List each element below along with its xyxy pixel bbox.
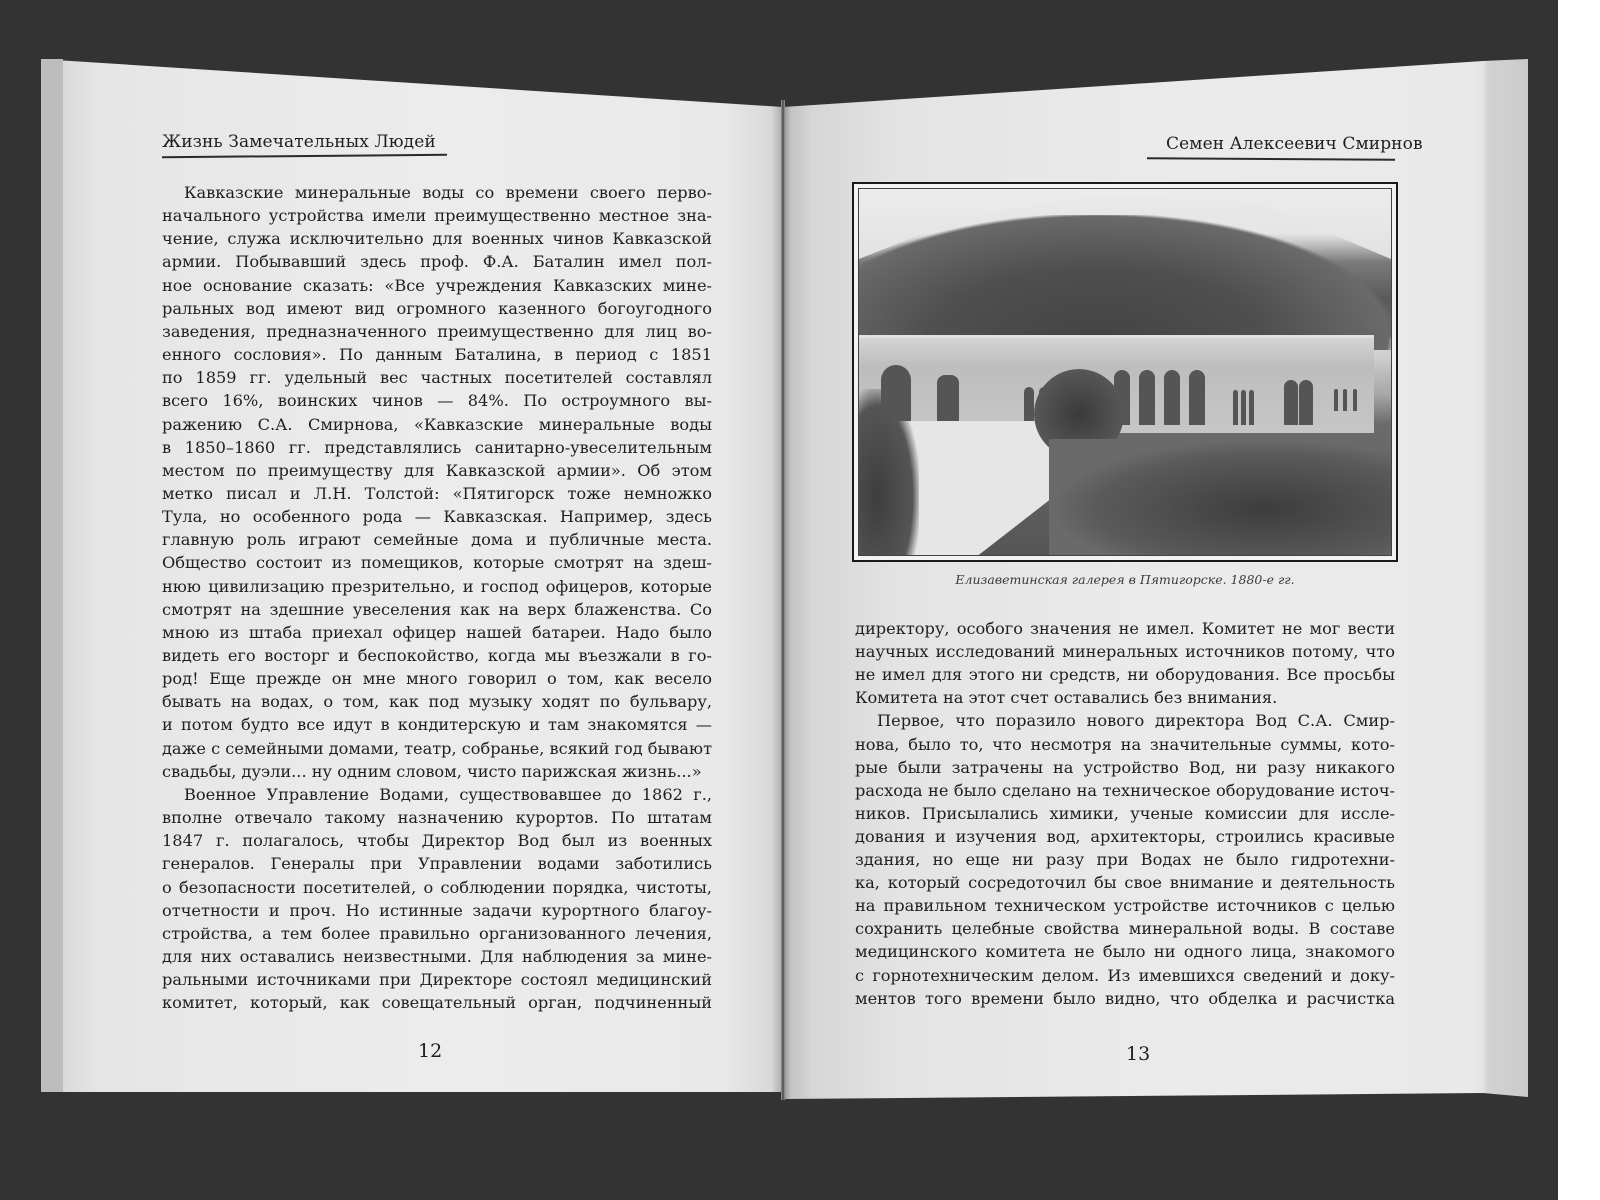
window-shape <box>1249 390 1254 425</box>
text-line: всего 16%, воинских чинов — 84%. По остроумного вы- <box>162 391 712 411</box>
text-line: метко писал и Л.Н. Толстой: «Пятигорск тоже немножко <box>162 483 712 503</box>
window-shape <box>1334 389 1338 411</box>
text-line: дования и изучения вод, архитекторы, строились красивые <box>855 826 1395 846</box>
text-line: Общество состоит из помещиков, которые смотрят на здеш- <box>162 553 712 573</box>
arch-shape <box>1164 370 1180 425</box>
text-line: о безопасности посетителей, о соблюдении порядка, чистоты, <box>162 877 712 897</box>
text-line: для них оставались неизвестными. Для наблюдения за мине- <box>162 946 712 966</box>
text-line: нюю цивилизацию презрительно, и господ офицеров, которые <box>162 576 712 596</box>
text-line: ное основание сказать: «Все учреждения Кавказских мине- <box>162 275 712 295</box>
trees-right <box>1049 439 1392 556</box>
text-line: на правильном техническом устройстве источников с целью <box>855 896 1395 916</box>
text-line: Тула, но особенного рода — Кавказская. Например, здесь <box>162 507 712 527</box>
trees-left <box>859 389 919 556</box>
text-line: видеть его восторг и беспокойство, когда мы въезжали в го- <box>162 646 712 665</box>
text-line: ментов того времени было видно, что обделка и расчистка <box>855 988 1395 1008</box>
text-line: комитет, который, как совещательный орган, подчиненный <box>162 993 712 1013</box>
window-shape <box>1353 389 1357 411</box>
text-line: смотрят на здешние увеселения как на верх блаженства. Со <box>162 599 712 619</box>
text-line: вполне отвечало такому назначению курортов. По штатам <box>162 808 712 828</box>
window-shape <box>1024 387 1034 425</box>
text-line: не имел для этого ни средств, ни оборудования. Все просьбы <box>855 665 1395 685</box>
text-line: 1847 г. полагалось, чтобы Директор Вод был из военных <box>162 831 712 851</box>
text-line: научных исследований минеральных источников потому, что <box>855 642 1395 662</box>
arch-shape <box>1284 380 1298 425</box>
arch-shape <box>937 375 959 425</box>
text-line: нова, было то, что несмотря на значительные суммы, кото- <box>855 734 1395 754</box>
text-line: мною из штаба приехал офицер нашей батареи. Надо было <box>162 622 712 642</box>
text-line: здания, но еще ни разу при Водах не было гидротехни- <box>855 850 1395 869</box>
text-line: в 1850–1860 гг. представлялись санитарно-увеселительным <box>162 437 712 457</box>
text-line: свадьбы, дуэли... ну одним словом, чисто парижская жизнь...» <box>162 761 702 781</box>
text-line: расхода не было сделано на техническое оборудование источ- <box>855 780 1395 800</box>
left-page-edge <box>41 59 63 1092</box>
text-line: главную роль играют семейные дома и публичные места. <box>162 530 712 550</box>
text-line: местом по преимуществу для Кавказской армии». Об этом <box>162 460 712 480</box>
text-line: бывать на водах, о том, как под музыку ходят по бульвару, <box>162 692 712 712</box>
text-line: ральными источниками при Директоре состоял медицинский <box>162 970 712 990</box>
right-running-head: Семен Алексеевич Смирнов <box>1166 134 1423 154</box>
text-line: рые были затрачены на устройство Вод, ни разу никакого <box>855 757 1395 777</box>
book-spine <box>781 100 785 1100</box>
text-line: и потом будто все идут в кондитерскую и там знакомятся — <box>162 715 712 735</box>
text-line: медицинского комитета не было ни одного лица, знакомого <box>855 942 1395 962</box>
arch-shape <box>1139 370 1155 425</box>
text-line: по 1859 гг. удельный вес частных посетителей составлял <box>162 368 712 388</box>
text-line: енного сословия». По данным Баталина, в период с 1851 <box>162 345 712 365</box>
text-line: ражению С.А. Смирнова, «Кавказские минеральные воды <box>162 414 712 434</box>
figure-caption: Елизаветинская галерея в Пятигорске. 1880-е гг. <box>955 572 1295 587</box>
gallery-photograph <box>858 188 1392 556</box>
text-line: Комитета на этот счет оставались без внимания. <box>855 688 1278 708</box>
right-page-number: 13 <box>1126 1043 1151 1065</box>
text-line: даже с семейными домами, театр, собранье, всякий год бывают <box>162 738 712 758</box>
window-shape <box>1241 390 1246 425</box>
text-line: армии. Побывавший здесь проф. Ф.А. Баталин имел пол- <box>162 252 712 272</box>
text-line: сохранить целебные свойства минеральной воды. В составе <box>855 919 1395 939</box>
text-line: ка, который сосредоточил бы свое внимание и деятельность <box>855 873 1395 893</box>
mountain-shape <box>859 215 1391 350</box>
text-line: начального устройства имели преимущественно местное зна- <box>162 206 712 226</box>
text-line: чение, служа исключительно для военных чинов Кавказской <box>162 229 712 249</box>
text-line: ральных вод имеют вид огромного казенного богоугодного <box>162 298 712 318</box>
text-line: Кавказские минеральные воды со времени своего перво- <box>184 183 712 202</box>
left-page-number: 12 <box>418 1040 443 1062</box>
text-line: отчетности и проч. Но истинные задачи курортного благоу- <box>162 900 712 920</box>
arch-shape <box>1189 370 1205 425</box>
text-line: генералов. Генералы при Управлении водами заботились <box>162 854 712 874</box>
text-line: Военное Управление Водами, существовавшее до 1862 г., <box>184 784 712 804</box>
window-shape <box>1343 389 1347 411</box>
left-running-head: Жизнь Замечательных Людей <box>162 132 436 152</box>
text-line: заведения, предназначенного преимущественно для лиц во- <box>162 321 712 341</box>
window-shape <box>1233 390 1238 425</box>
arch-shape <box>1299 380 1313 425</box>
figure-photo <box>852 182 1398 562</box>
text-line: директору, особого значения не имел. Комитет не мог вести <box>855 619 1395 638</box>
text-line: род! Еще прежде он мне много говорил о том, как весело <box>162 669 712 689</box>
text-line: ников. Присылались химики, ученые комиссии для иссле- <box>855 803 1395 823</box>
text-line: стройства, а тем более правильно организованного лечения, <box>162 923 712 943</box>
text-line: с горнотехническим делом. Из имевшихся сведений и доку- <box>855 965 1395 985</box>
text-line: Первое, что поразило нового директора Вод С.А. Смир- <box>877 711 1395 731</box>
